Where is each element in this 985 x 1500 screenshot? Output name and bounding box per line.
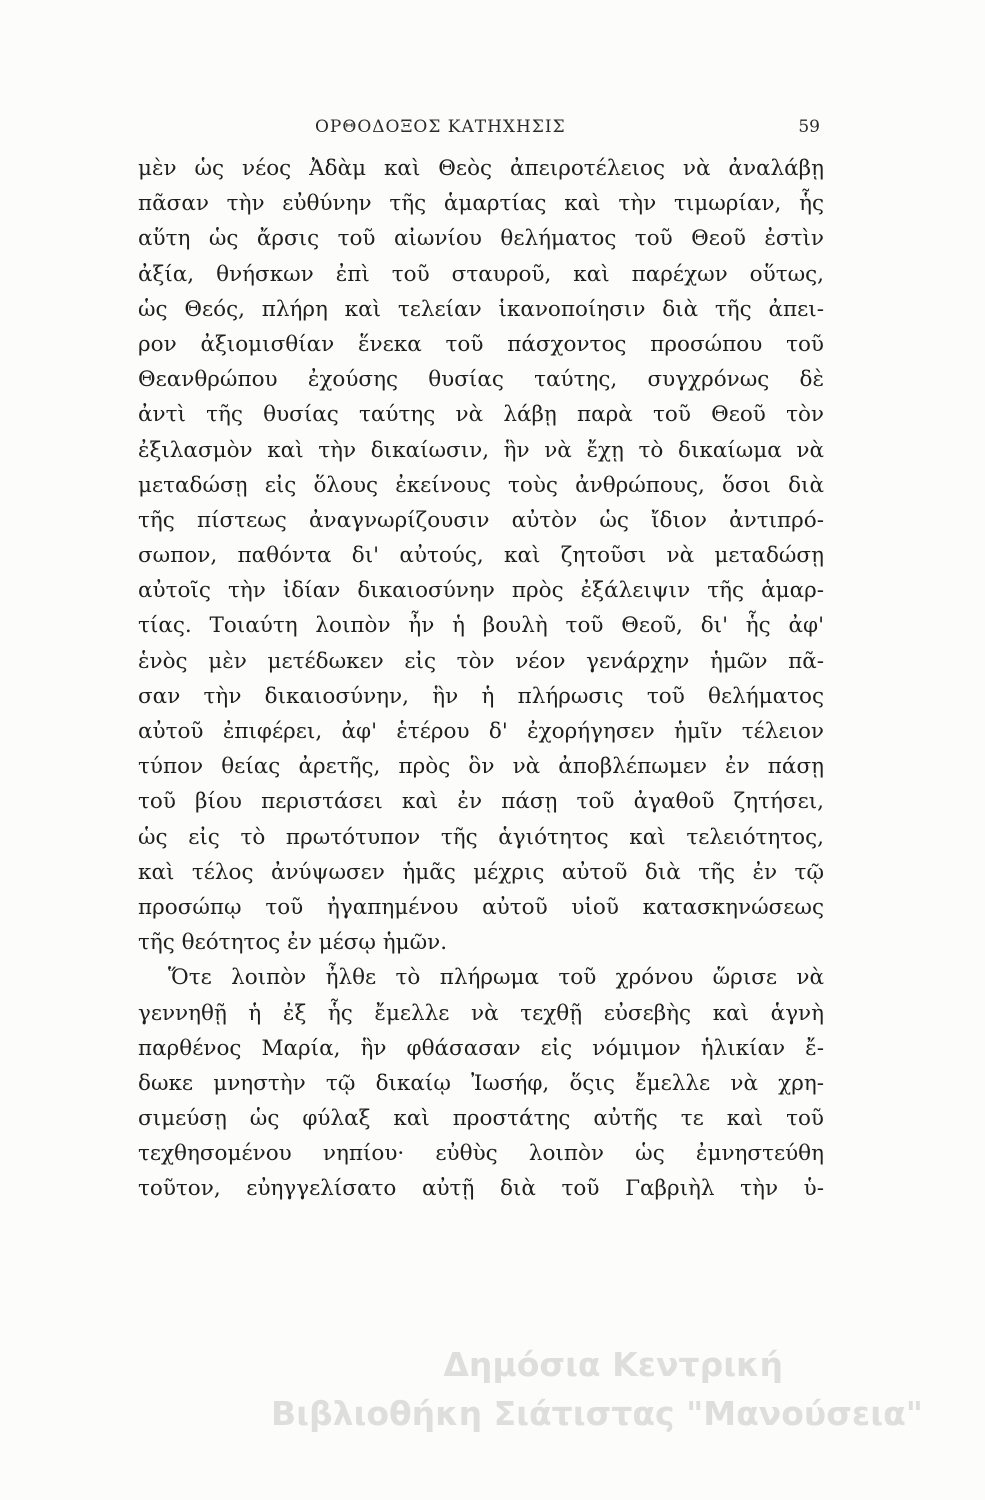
- page-number: 59: [798, 117, 820, 137]
- text-line: ἀντὶ τῆς θυσίας ταύτης νὰ λάβῃ παρὰ τοῦ Θεοῦ τὸν: [138, 402, 824, 428]
- text-line: τῆς πίστεως ἀναγνωρίζουσιν αὐτὸν ὡς ἴδιον ἀντιπρό-: [138, 507, 824, 533]
- text-line: αὐτοῦ ἐπιφέρει, ἀφ' ἑτέρου δ' ἐχορήγησεν ἡμῖν τέλειον: [138, 719, 824, 744]
- running-title: ΟΡΘΟΔΟΞΟΣ ΚΑΤΗΧΗΣΙΣ: [315, 117, 566, 137]
- watermark-line-1: Δημόσια Κεντρική: [443, 1345, 783, 1384]
- text-line: δωκε μνηστὴν τῷ δικαίῳ Ἰωσήφ, ὅςις ἔμελλε νὰ χρη-: [138, 1070, 824, 1096]
- text-line: αὕτη ὡς ἄρσις τοῦ αἰωνίου θελήματος τοῦ Θεοῦ ἐστὶν: [138, 226, 824, 252]
- text-line: Θεανθρώπου ἐχούσης θυσίας ταύτης, συγχρόνως δὲ: [138, 367, 824, 393]
- text-line: ἑνὸς μὲν μετέδωκεν εἰς τὸν νέον γενάρχην ἡμῶν πᾶ-: [138, 648, 824, 674]
- paragraph-end-line: τῆς θεότητος ἐν μέσῳ ἡμῶν.: [138, 930, 448, 956]
- text-line: τίας. Τοιαύτη λοιπὸν ἦν ἡ βουλὴ τοῦ Θεοῦ, δι' ἧς ἀφ': [138, 613, 824, 639]
- text-line: σωπον, παθόντα δι' αὐτούς, καὶ ζητοῦσι νὰ μεταδώσῃ: [138, 543, 824, 569]
- text-line: ὡς Θεός, πλήρη καὶ τελείαν ἱκανοποίησιν διὰ τῆς ἀπει-: [138, 296, 824, 322]
- text-line: ἀξία, θνήσκων ἐπὶ τοῦ σταυροῦ, καὶ παρέχων οὕτως,: [138, 261, 824, 287]
- text-line: τοῦτον, εὐηγγελίσατο αὐτῇ διὰ τοῦ Γαβριὴλ τὴν ὑ-: [138, 1176, 824, 1202]
- text-line: αὐτοῖς τὴν ἰδίαν δικαιοσύνην πρὸς ἐξάλειψιν τῆς ἁμαρ-: [138, 578, 824, 604]
- running-head: [140, 117, 820, 147]
- text-line: προσώπῳ τοῦ ἠγαπημένου αὐτοῦ υἱοῦ κατασκηνώσεως: [138, 894, 824, 920]
- text-line: τεχθησομένου νηπίου· εὐθὺς λοιπὸν ὡς ἐμνηστεύθη: [138, 1141, 824, 1167]
- text-line: ὡς εἰς τὸ πρωτότυπον τῆς ἁγιότητος καὶ τελειότητος,: [138, 824, 824, 850]
- text-line: μὲν ὡς νέος Ἀδὰμ καὶ Θεὸς ἀπειροτέλειος νὰ ἀναλάβῃ: [138, 156, 824, 181]
- text-line: καὶ τέλος ἀνύψωσεν ἡμᾶς μέχρις αὐτοῦ διὰ τῆς ἐν τῷ: [138, 859, 824, 885]
- text-line: τύπον θείας ἀρετῆς, πρὸς ὃν νὰ ἀποβλέπωμεν ἐν πάσῃ: [138, 754, 824, 780]
- text-line: μεταδώσῃ εἰς ὅλους ἐκείνους τοὺς ἀνθρώπους, ὅσοι διὰ: [138, 472, 824, 498]
- text-line: σιμεύσῃ ὡς φύλαξ καὶ προστάτης αὐτῆς τε καὶ τοῦ: [138, 1106, 824, 1132]
- paragraph-start-line: Ὅτε λοιπὸν ἦλθε τὸ πλήρωμα τοῦ χρόνου ὥρισε νὰ: [168, 965, 824, 991]
- text-line: πᾶσαν τὴν εὐθύνην τῆς ἁμαρτίας καὶ τὴν τιμωρίαν, ἧς: [138, 191, 824, 217]
- text-line: παρθένος Μαρία, ἣν φθάσασαν εἰς νόμιμον ἡλικίαν ἔ-: [138, 1035, 824, 1061]
- watermark-line-2: Βιβλιοθήκη Σιάτιστας "Μανούσεια": [270, 1394, 923, 1433]
- text-line: ἐξιλασμὸν καὶ τὴν δικαίωσιν, ἣν νὰ ἔχῃ τὸ δικαίωμα νὰ: [138, 437, 824, 463]
- body-text: [138, 151, 824, 1207]
- text-line: ρον ἀξιομισθίαν ἕνεκα τοῦ πάσχοντος προσώπου τοῦ: [138, 331, 824, 357]
- text-line: σαν τὴν δικαιοσύνην, ἣν ἡ πλήρωσις τοῦ θελήματος: [138, 683, 824, 709]
- text-line: τοῦ βίου περιστάσει καὶ ἐν πάσῃ τοῦ ἀγαθοῦ ζητήσει,: [138, 789, 824, 815]
- text-line: γεννηθῇ ἡ ἐξ ἧς ἔμελλε νὰ τεχθῇ εὐσεβὴς καὶ ἁγνὴ: [138, 1000, 824, 1026]
- library-watermark: [228, 1340, 948, 1438]
